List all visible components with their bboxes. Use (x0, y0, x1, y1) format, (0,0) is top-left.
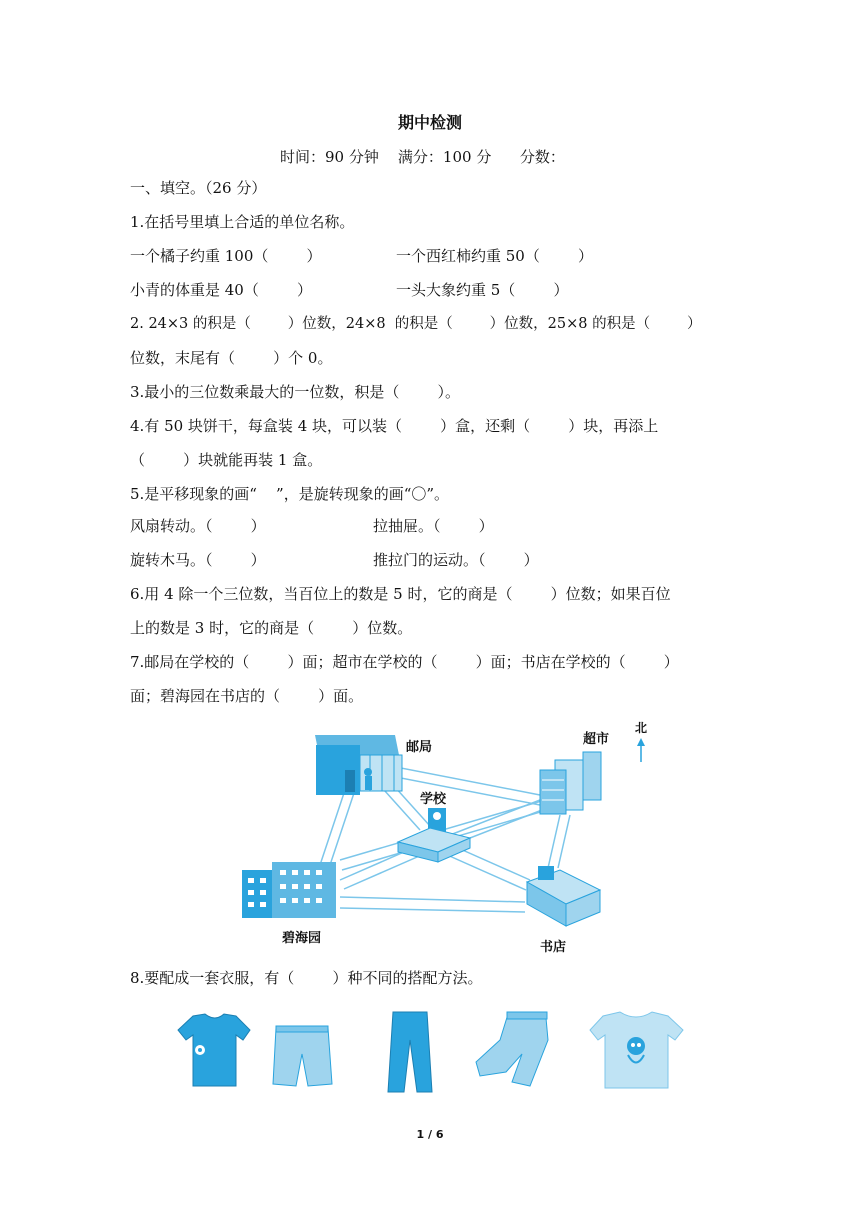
map-label-residence: 碧海园 (282, 931, 322, 946)
t-shirt-flower-icon (178, 1014, 250, 1086)
long-pants-icon (388, 1012, 432, 1092)
q5-b: 拉抽屉。（ ） (373, 517, 494, 535)
q1-d: 一头大象约重 5（ ） (396, 281, 569, 299)
supermarket-building (540, 752, 601, 814)
q5-d: 推拉门的运动。（ ） (373, 551, 539, 569)
q2-line1: 2. 24×3 的积是（ ）位数，24×8 的积是（ ）位数，25×8 的积是（ ） (130, 316, 702, 332)
q1-stem: 1.在括号里填上合适的单位名称。 (130, 213, 355, 231)
map-label-school: 学校 (420, 792, 447, 807)
q1-c: 小青的体重是 40（ ） (130, 281, 313, 299)
jeans-icon (476, 1012, 548, 1086)
section-heading: 一、填空。（26 分） (130, 179, 267, 197)
map-label-supermarket: 超市 (583, 732, 610, 747)
q7-line1: 7.邮局在学校的（ ）面；超市在学校的（ ）面；书店在学校的（ ） (130, 653, 679, 671)
map-label-north: 北 (635, 721, 648, 735)
map-paths (320, 762, 570, 912)
page-title: 期中检测 (397, 113, 462, 132)
q1-a: 一个橘子约重 100（ ） (130, 247, 322, 265)
school-building (398, 808, 470, 862)
q7-line2: 面；碧海园在书店的（ ）面。 (130, 687, 364, 705)
q8: 8.要配成一套衣服，有（ ）种不同的搭配方法。 (130, 969, 483, 987)
q5-a: 风扇转动。（ ） (130, 517, 266, 535)
exam-meta: 时间：90 分钟 满分：100 分 分数： (280, 148, 565, 166)
q6-line1: 6.用 4 除一个三位数，当百位上的数是 5 时，它的商是（ ）位数；如果百位 (130, 585, 671, 603)
residence-building (242, 862, 336, 918)
q3: 3.最小的三位数乘最大的一位数，积是（ ）。 (130, 383, 460, 401)
bookstore-building (527, 866, 600, 926)
t-shirt-monkey-icon (590, 1012, 683, 1088)
shorts-icon (273, 1026, 332, 1086)
map-label-post-office: 邮局 (406, 740, 433, 755)
q4-line2: （ ）块就能再装 1 盒。 (130, 451, 323, 469)
map-label-bookstore: 书店 (540, 940, 567, 955)
q2-line2: 位数，末尾有（ ）个 0。 (130, 349, 333, 367)
q4-line1: 4.有 50 块饼干，每盒装 4 块，可以装（ ）盒，还剩（ ）块，再添上 (130, 417, 659, 435)
q5-stem: 5.是平移现象的画“ ”，是旋转现象的画“〇”。 (130, 485, 450, 503)
q1-b: 一个西红柿约重 50（ ） (396, 247, 594, 265)
q5-c: 旋转木马。（ ） (130, 551, 266, 569)
north-arrow-icon (637, 738, 645, 762)
page-number: 1 / 6 (416, 1128, 444, 1141)
post-office-building (315, 735, 402, 795)
q6-line2: 上的数是 3 时，它的商是（ ）位数。 (130, 619, 413, 637)
